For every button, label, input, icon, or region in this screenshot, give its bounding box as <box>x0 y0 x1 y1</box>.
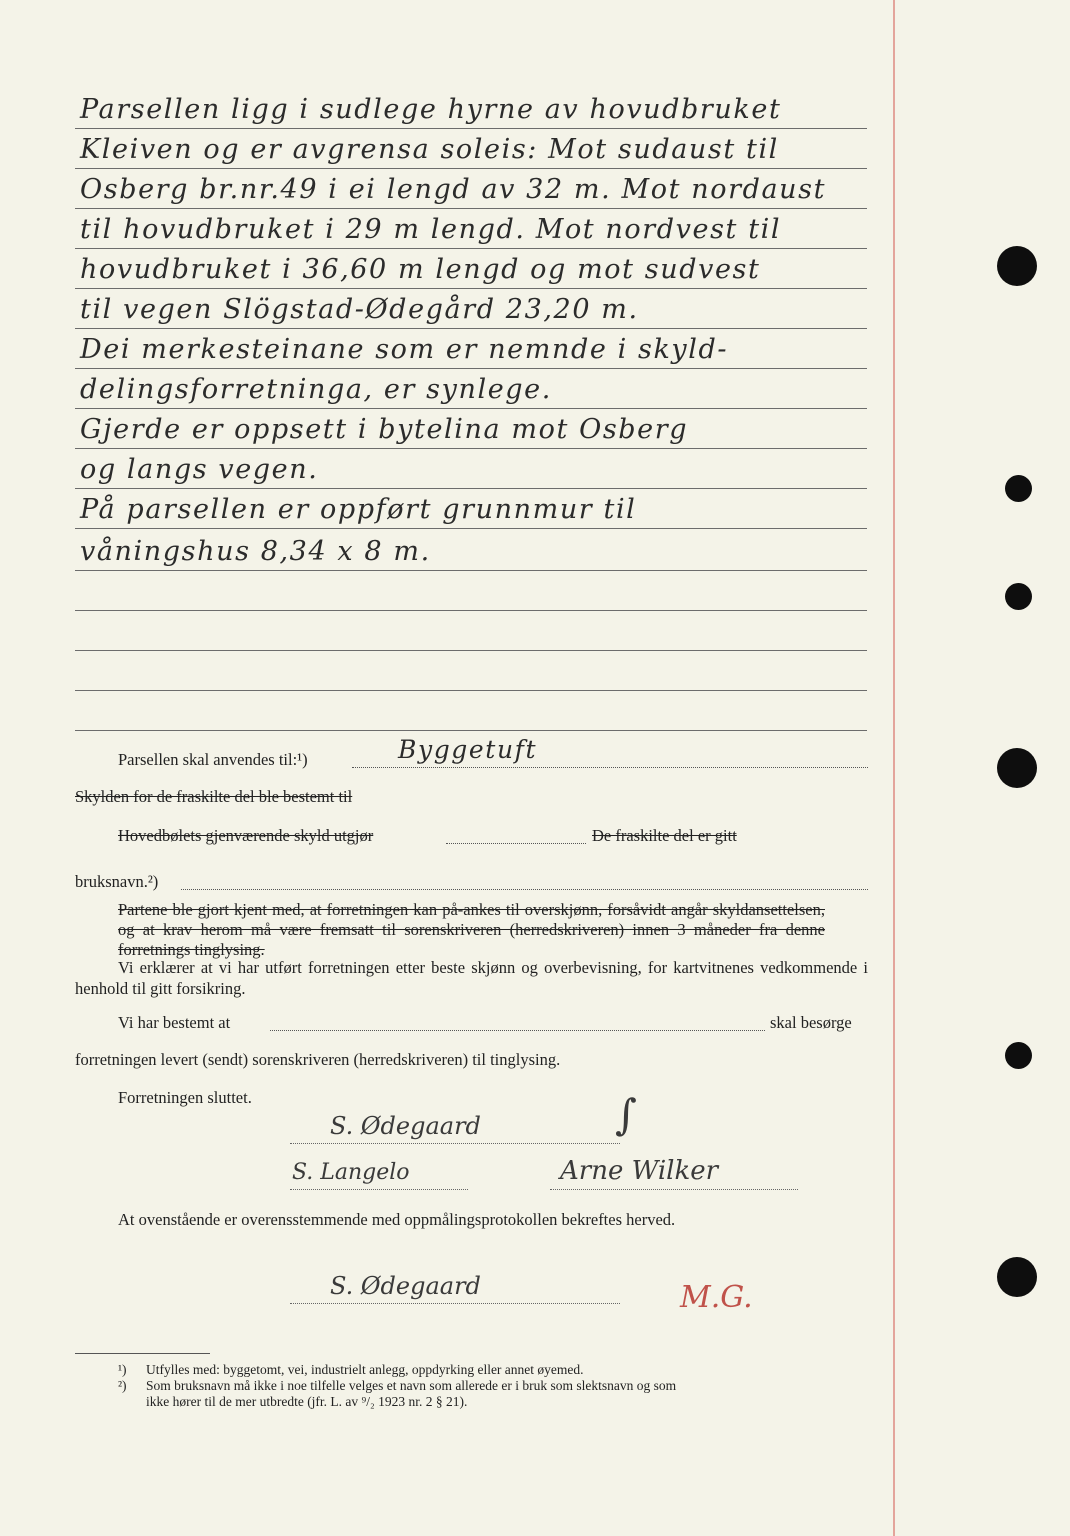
ruled-line <box>75 650 867 651</box>
signature-3: Arne Wilker <box>560 1156 719 1186</box>
ruled-line <box>75 248 867 249</box>
ruled-line <box>75 408 867 409</box>
bekreftes-text: At ovenstående er overensstemmende med oppmålingsprotokollen bekreftes herved. <box>118 1210 676 1229</box>
ruled-line <box>75 288 867 289</box>
punch-hole <box>997 246 1037 286</box>
ruled-line <box>75 488 867 489</box>
hovedbol-label: Hovedbølets gjenværende skyld utgjør <box>118 826 374 845</box>
punch-hole <box>997 748 1037 788</box>
signature-1: S. Ødegaard <box>330 1112 481 1140</box>
use-value: Byggetuft <box>398 735 538 764</box>
signature-line <box>550 1188 798 1190</box>
partene-text: Partene ble gjort kjent med, at forretningen kan på-ankes til overskjønn, forsåvidt angår skyldansettelsen, og at krav herom må være fremsatt til sorenskriveren (herredskriveren) innen 3 måneder fra denne forretnings tinglysing. <box>118 900 825 959</box>
ruled-line <box>75 528 867 529</box>
footnote-2-text: Som bruksnavn må ikke i noe tilfelle velges et navn som allerede er i bruk som slektsnavn og som <box>146 1378 677 1393</box>
punch-hole <box>1005 583 1032 610</box>
handwritten-line: Parsellen ligg i sudlege hyrne av hovudbruket <box>80 94 782 125</box>
handwritten-line: Osberg br.nr.49 i ei lengd av 32 m. Mot nordaust <box>80 174 827 205</box>
footnote-1-text: Utfylles med: byggetomt, vei, industrielt anlegg, oppdyrking eller annet øyemed. <box>146 1362 584 1377</box>
handwritten-line: Gjerde er oppsett i bytelina mot Osberg <box>80 414 689 445</box>
ruled-line <box>75 690 867 691</box>
signature-4: S. Ødegaard <box>330 1272 481 1300</box>
sluttet-text: Forretningen sluttet. <box>118 1088 252 1107</box>
ruled-line <box>75 128 867 129</box>
ruled-line <box>75 208 867 209</box>
red-margin-line <box>893 0 895 1536</box>
use-dotted-line <box>352 766 868 768</box>
handwritten-line: Kleiven og er avgrensa soleis: Mot sudaust til <box>80 134 779 165</box>
skyld-label: Skylden for de fraskilte del ble bestemt til <box>75 787 353 806</box>
footnote-rule <box>75 1353 210 1354</box>
signature-line <box>290 1142 620 1144</box>
handwritten-line: til vegen Slögstad-Ødegård 23,20 m. <box>80 294 639 325</box>
ruled-line <box>75 448 867 449</box>
punch-hole <box>1005 1042 1032 1069</box>
signature-2: S. Langelo <box>292 1160 410 1185</box>
footnote-2-marker: ²) <box>118 1378 127 1393</box>
initials-red: M.G. <box>680 1280 753 1315</box>
footnote-2-text-cont: ikke hører til de mer utbredte (jfr. L. av ⁹/₂ 1923 nr. 2 § 21). <box>146 1394 468 1409</box>
ruled-line <box>75 368 867 369</box>
handwritten-line: hovudbruket i 36,60 m lengd og mot sudvest <box>80 254 761 285</box>
signature-line <box>290 1302 620 1304</box>
handwritten-line: På parsellen er oppført grunnmur til <box>80 494 637 525</box>
signature-line <box>290 1188 468 1190</box>
ruled-line <box>75 610 867 611</box>
footnote-1-marker: ¹) <box>118 1362 127 1377</box>
handwritten-line: våningshus 8,34 x 8 m. <box>80 536 431 567</box>
ruled-line <box>75 328 867 329</box>
bruksnavn-label: bruksnavn.²) <box>75 872 159 891</box>
handwritten-line: Dei merkesteinane som er nemnde i skyld- <box>80 334 729 365</box>
bruksnavn-dotted-line <box>181 888 868 890</box>
ruled-line <box>75 570 867 571</box>
handwritten-line: og langs vegen. <box>80 454 319 485</box>
handwritten-line: til hovudbruket i 29 m lengd. Mot nordvest til <box>80 214 782 245</box>
ruled-line <box>75 168 867 169</box>
use-label: Parsellen skal anvendes til:¹) <box>118 750 308 769</box>
signature-flourish: ∫ <box>615 1090 637 1139</box>
erklaerer-text: Vi erklærer at vi har utført forretningen etter beste skjønn og overbevisning, for kartvitnenes vedkommende i henhold til gitt forsikring. <box>75 958 868 998</box>
fraskilte-label: De fraskilte del er gitt <box>592 826 737 845</box>
hovedbol-dotted-line <box>446 842 586 844</box>
punch-hole <box>997 1257 1037 1297</box>
punch-hole <box>1005 475 1032 502</box>
bestemt-label: Vi har bestemt at <box>118 1013 231 1032</box>
levert-text: forretningen levert (sendt) sorenskriveren (herredskriveren) til tinglysing. <box>75 1050 561 1069</box>
ruled-line <box>75 730 867 731</box>
handwritten-line: delingsforretninga, er synlege. <box>80 374 552 405</box>
bestemt-dotted-line <box>270 1029 765 1031</box>
besorge-label: skal besørge <box>770 1013 852 1032</box>
